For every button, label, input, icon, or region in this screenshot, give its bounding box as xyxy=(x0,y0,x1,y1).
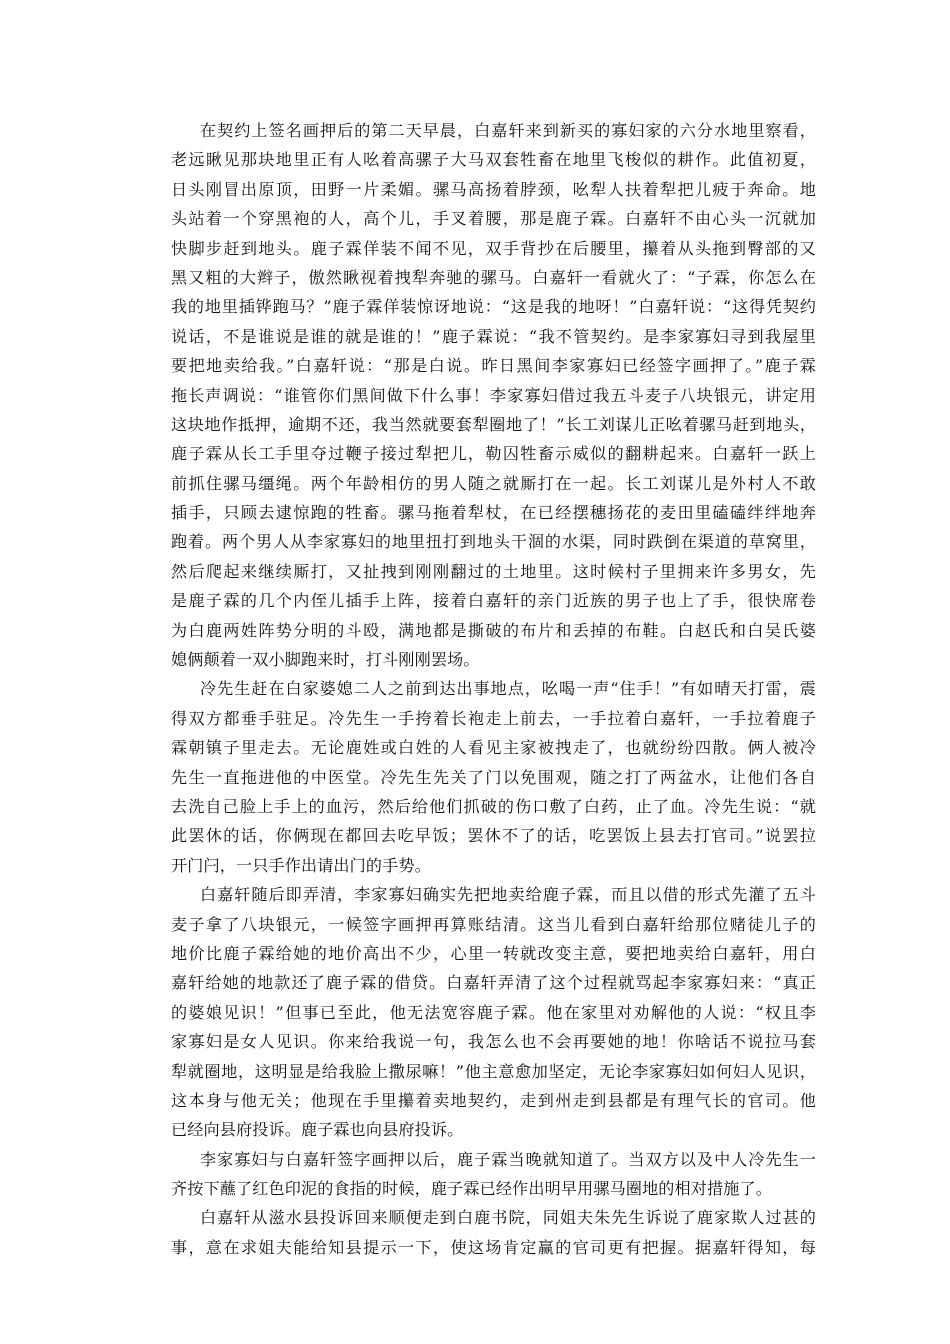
text-line: 这本身与他无关；他现在手里攥着卖地契约，走到州走到县都是有理气长的官司。他 xyxy=(171,1090,816,1110)
text-line: 此罢休的话，你俩现在都回去吃早饭；罢休不了的话，吃罢饭上县去打官司。”说罢拉 xyxy=(171,826,816,846)
text-line: 黑又粗的大辫子，傲然瞅视着拽犁奔驰的骡马。白嘉轩一看就火了：“子霖，你怎么在 xyxy=(171,267,816,287)
text-line: 白嘉轩从滋水县投诉回来顺便走到白鹿书院，同姐夫朱先生诉说了鹿家欺人过甚的 xyxy=(200,1208,816,1228)
text-line: 日头刚冒出原顶，田野一片柔媚。骡马高扬着脖颈，吆犁人扶着犁把儿疲于奔命。地 xyxy=(171,179,816,199)
text-line: 我的地里插铧跑马？”鹿子霖佯装惊讶地说：“这是我的地呀！”白嘉轩说：“这得凭契约 xyxy=(171,297,816,317)
text-line: 去洗自己脸上手上的血污，然后给他们抓破的伤口敷了白药，止了血。冷先生说：“就 xyxy=(171,796,816,816)
text-line: 插手，只顾去逮惊跑的牲畜。骡马拖着犁杖，在已经摆穗扬花的麦田里磕磕绊绊地奔 xyxy=(171,503,816,523)
text-line: 家寡妇是女人见识。你来给我说一句，我怎么也不会再要她的地！你啥话不说拉马套 xyxy=(171,1032,816,1052)
text-line: 在契约上签名画押后的第二天早晨，白嘉轩来到新买的寡妇家的六分水地里察看， xyxy=(200,121,816,140)
text-line: 要把地卖给我。”白嘉轩说：“那是白说。昨日黑间李家寡妇已经签字画押了。”鹿子霖 xyxy=(171,356,816,376)
text-line: 李家寡妇与白嘉轩签字画押以后，鹿子霖当晚就知道了。当双方以及中人冷先生一 xyxy=(200,1149,816,1169)
text-line: 麦子拿了八块银元，一候签字画押再算账结清。这当儿看到白嘉轩给那位赌徒儿子的 xyxy=(171,914,816,934)
text-line: 嘉轩给她的地款还了鹿子霖的借贷。白嘉轩弄清了这个过程就骂起李家寡妇来：“真正 xyxy=(171,973,816,993)
text-line: 说话，不是谁说是谁的就是谁的！”鹿子霖说：“我不管契约。是李家寡妇寻到我屋里 xyxy=(171,326,816,346)
document-body xyxy=(171,116,816,1262)
text-line: 霖朝镇子里走去。无论鹿姓或白姓的人看见主家被拽走了，也就纷纷四散。俩人被冷 xyxy=(171,738,816,758)
paragraph-3 xyxy=(171,880,816,1145)
text-line: 头站着一个穿黑袍的人，高个儿，手叉着腰，那是鹿子霖。白嘉轩不由心头一沉就加 xyxy=(171,209,816,229)
text-line: 得双方都垂手驻足。冷先生一手挎着长袍走上前去，一手拉着白嘉轩，一手拉着鹿子 xyxy=(171,708,816,728)
text-line: 已经向县府投诉。鹿子霖也向县府投诉。 xyxy=(171,1120,464,1140)
text-line: 的婆娘见识！”但事已至此，他无法宽容鹿子霖。他在家里对劝解他的人说：“权且李 xyxy=(171,1002,816,1022)
text-line: 齐按下蘸了红色印泥的食指的时候，鹿子霖已经作出明早用骡马圈地的相对措施了。 xyxy=(171,1179,773,1199)
text-line: 地价比鹿子霖给她的地价高出不少，心里一转就改变主意，要把地卖给白嘉轩，用白 xyxy=(171,943,816,963)
text-line: 拖长声调说：“谁管你们黑间做下什么事！李家寡妇借过我五斗麦子八块银元，讲定用 xyxy=(171,385,816,405)
text-line: 冷先生赶在白家婆媳二人之前到达出事地点，吆喝一声“住手！”有如晴天打雷，震 xyxy=(200,679,816,699)
text-line: 然后爬起来继续厮打，又扯拽到刚刚翻过的土地里。这时候村子里拥来许多男女，先 xyxy=(171,561,816,581)
text-line: 媳俩颠着一双小脚跑来时，打斗刚刚罢场。 xyxy=(171,650,480,670)
text-line: 前抓住骡马缰绳。两个年龄相仿的男人随之就厮打在一起。长工刘谋儿是外村人不敢 xyxy=(171,473,816,493)
text-line: 快脚步赶到地头。鹿子霖佯装不闻不见，双手背抄在后腰里，攥着从头拖到臀部的又 xyxy=(171,238,816,258)
text-line: 先生一直拖进他的中医堂。冷先生先关了门以免围观，随之打了两盆水，让他们各自 xyxy=(171,767,816,787)
paragraph-1 xyxy=(171,116,816,674)
paragraph-5 xyxy=(171,1203,816,1262)
text-line: 为白鹿两姓阵势分明的斗殴，满地都是撕破的布片和丢掉的布鞋。白赵氏和白吴氏婆 xyxy=(171,620,816,640)
text-line: 鹿子霖从长工手里夺过鞭子接过犁把儿，勒囚牲畜示威似的翻耕起来。白嘉轩一跃上 xyxy=(171,444,816,464)
text-line: 老远瞅见那块地里正有人吆着高骡子大马双套牲畜在地里飞梭似的耕作。此值初夏， xyxy=(171,150,816,170)
text-line: 这块地作抵押，逾期不还，我当然就要套犁圈地了！”长工刘谋儿正吆着骡马赶到地头， xyxy=(171,414,816,434)
text-line: 犁就圈地，这明显是给我脸上撒尿嘛！”他主意愈加坚定，无论李家寡妇如何妇人见识， xyxy=(171,1061,816,1081)
text-line: 白嘉轩随后即弄清，李家寡妇确实先把地卖给鹿子霖，而且以借的形式先灌了五斗 xyxy=(200,885,816,905)
text-line: 跑着。两个男人从李家寡妇的地里扭打到地头干涸的水渠，同时跌倒在渠道的草窝里， xyxy=(171,532,816,552)
text-line: 开门闩，一只手作出请出门的手势。 xyxy=(171,855,431,875)
text-line: 事，意在求姐夫能给知县提示一下，使这场肯定赢的官司更有把握。据嘉轩得知，每 xyxy=(171,1237,816,1257)
paragraph-4 xyxy=(171,1145,816,1204)
text-line: 是鹿子霖的几个内侄儿插手上阵，接着白嘉轩的亲门近族的男子也上了手，很快席卷 xyxy=(171,591,816,611)
paragraph-2 xyxy=(171,674,816,880)
